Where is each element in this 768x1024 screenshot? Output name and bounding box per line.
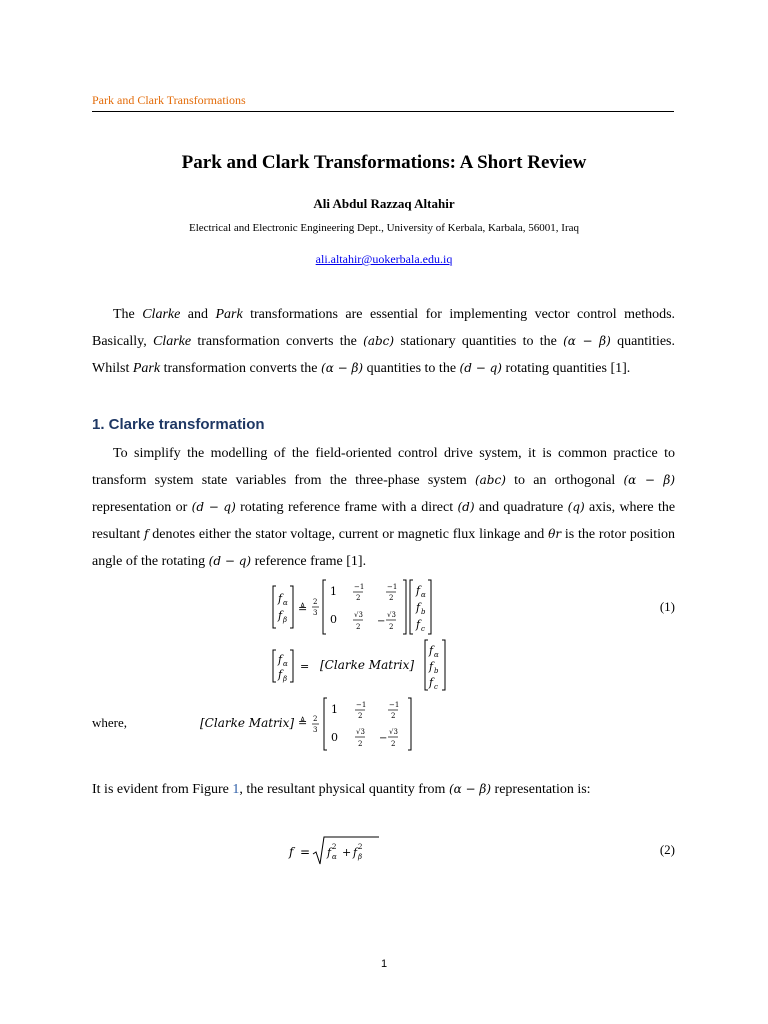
svg-text:f: f	[416, 601, 421, 614]
svg-text:0: 0	[331, 731, 338, 744]
svg-text:β: β	[283, 616, 288, 624]
sec-d: (d)	[457, 500, 475, 514]
sec-text-8: is the rotor position angle of the rotating	[92, 527, 676, 569]
svg-text:f: f	[353, 846, 358, 859]
svg-text:f: f	[278, 592, 283, 605]
svg-text:2: 2	[358, 843, 363, 851]
intro-park-2: Park	[132, 361, 161, 376]
svg-text:f: f	[289, 845, 294, 859]
svg-text:2: 2	[391, 740, 396, 748]
intro-text-4: quantities. Whilst	[92, 334, 675, 376]
svg-text:2: 2	[313, 598, 318, 606]
svg-text:α: α	[421, 591, 426, 599]
author-name: Ali Abdul Razzaq Altahir	[313, 196, 455, 211]
sec-alpha-beta: (α − β)	[623, 473, 676, 487]
evident-text-3: representation is:	[494, 782, 591, 797]
sec-text-6: axis, where the resultant	[92, 500, 676, 542]
sec-q: (q)	[567, 500, 585, 514]
svg-text:=: =	[300, 660, 310, 673]
clarke-short-rhs	[420, 638, 450, 692]
svg-text:2: 2	[358, 712, 363, 720]
sec-theta: θr	[548, 527, 562, 541]
svg-text:β: β	[358, 853, 363, 861]
svg-text:f: f	[416, 618, 421, 631]
email-link[interactable]: ali.altahir@uokerbala.edu.iq	[315, 252, 453, 266]
clarke-matrix-def-label: [Clarke Matrix]	[200, 716, 295, 730]
svg-text:α: α	[283, 599, 288, 607]
sec-text-9: reference frame [1].	[254, 554, 367, 569]
svg-text:3: 3	[313, 609, 318, 617]
svg-text:c: c	[421, 625, 425, 633]
svg-text:2: 2	[356, 623, 361, 631]
svg-text:−1: −1	[356, 701, 367, 709]
svg-text:−: −	[379, 733, 388, 744]
svg-text:−: −	[377, 616, 386, 627]
intro-abc: (abc)	[363, 334, 395, 348]
intro-the: The	[113, 307, 135, 322]
svg-text:−1: −1	[389, 701, 400, 709]
equation-1-graphic	[270, 578, 460, 636]
section-heading: 1. Clarke transformation	[92, 416, 265, 433]
svg-text:α: α	[283, 660, 288, 668]
intro-text-7: rotating quantities [1].	[505, 361, 631, 376]
paper-title: Park and Clark Transformations: A Short Review	[181, 152, 587, 173]
intro-text-5: transformation converts the	[163, 361, 318, 376]
equation-2-graphic	[287, 834, 387, 868]
clarke-matrix-def-graphic	[298, 696, 418, 752]
svg-text:2: 2	[358, 740, 363, 748]
section-paragraph	[92, 441, 675, 575]
svg-text:≜: ≜	[298, 716, 308, 729]
sec-dq-1: (d − q)	[191, 500, 236, 514]
intro-alpha-beta-2: (α − β)	[321, 361, 364, 375]
svg-text:b: b	[434, 667, 439, 675]
svg-text:f: f	[429, 676, 434, 689]
evident-text-1: It is evident from Figure	[92, 782, 229, 797]
intro-text-3: stationary quantities to the	[400, 334, 557, 349]
affiliation: Electrical and Electronic Engineering Dept., University of Kerbala, Karbala, 56001, Iraq	[188, 222, 580, 234]
svg-text:1: 1	[330, 585, 337, 598]
evident-alpha-beta: (α − β)	[448, 782, 492, 796]
svg-text:2: 2	[389, 594, 394, 602]
svg-text:α: α	[332, 853, 337, 861]
svg-text:f: f	[327, 846, 332, 859]
svg-text:√3: √3	[356, 728, 365, 736]
sec-text-1: To simplify the modelling of the field-oriented control drive system, it is common practice to transform system state variables from the three-phase system	[92, 446, 675, 488]
intro-text-2: transformation converts the	[197, 334, 357, 349]
sec-f: f	[144, 527, 149, 541]
sec-text-5: and quadrature	[478, 500, 564, 515]
svg-text:3: 3	[313, 726, 318, 734]
intro-text-6: quantities to the	[366, 361, 457, 376]
svg-text:2: 2	[313, 715, 318, 723]
intro-park: Park	[215, 307, 243, 322]
intro-clarke-2: Clarke	[152, 334, 192, 349]
evident-text-2: , the resultant physical quantity from	[239, 782, 446, 797]
intro-alpha-beta-1: (α − β)	[563, 334, 611, 348]
figure-ref-link[interactable]: 1	[232, 782, 240, 797]
svg-text:f: f	[278, 668, 283, 681]
svg-text:1: 1	[331, 703, 338, 716]
svg-text:√3: √3	[387, 611, 396, 619]
svg-text:f: f	[429, 660, 434, 673]
svg-text:c: c	[434, 683, 438, 691]
svg-text:+: +	[342, 846, 352, 859]
svg-text:f: f	[278, 653, 283, 666]
clarke-matrix-label: [Clarke Matrix]	[320, 658, 415, 672]
intro-text-1: transformations are essential for implementing vector control methods. Basically,	[92, 307, 676, 349]
svg-text:f: f	[416, 584, 421, 597]
sec-dq-2: (d − q)	[208, 554, 252, 568]
svg-text:2: 2	[391, 712, 396, 720]
svg-text:2: 2	[332, 843, 337, 851]
svg-text:2: 2	[356, 594, 361, 602]
svg-text:√3: √3	[354, 611, 363, 619]
where-label: where,	[92, 715, 128, 730]
svg-text:α: α	[434, 651, 439, 659]
sec-text-3: representation or	[92, 500, 188, 515]
evident-sentence	[92, 782, 591, 798]
page-number: 1	[380, 958, 388, 970]
svg-text:√3: √3	[389, 728, 398, 736]
svg-text:b: b	[421, 608, 426, 616]
header-rule	[92, 111, 674, 112]
svg-text:f: f	[278, 609, 283, 622]
svg-text:=: =	[300, 845, 311, 859]
svg-text:−1: −1	[354, 583, 365, 591]
intro-clarke: Clarke	[142, 307, 181, 322]
intro-dq: (d − q)	[459, 361, 502, 375]
svg-text:0: 0	[330, 613, 337, 626]
svg-text:2: 2	[389, 623, 394, 631]
sec-text-7: denotes either the stator voltage, current or magnetic flux linkage and	[152, 527, 545, 542]
sec-text-4: rotating reference frame with a direct	[240, 500, 454, 515]
intro-paragraph	[92, 302, 675, 382]
sec-abc: (abc)	[474, 473, 506, 487]
intro-and: and	[187, 307, 208, 322]
sec-text-2: to an orthogonal	[514, 473, 616, 488]
svg-text:β: β	[283, 675, 288, 683]
svg-text:f: f	[429, 644, 434, 657]
email-line	[0, 252, 768, 267]
svg-text:−1: −1	[387, 583, 398, 591]
running-header: Park and Clark Transformations	[92, 93, 246, 107]
svg-text:≜: ≜	[298, 602, 308, 615]
